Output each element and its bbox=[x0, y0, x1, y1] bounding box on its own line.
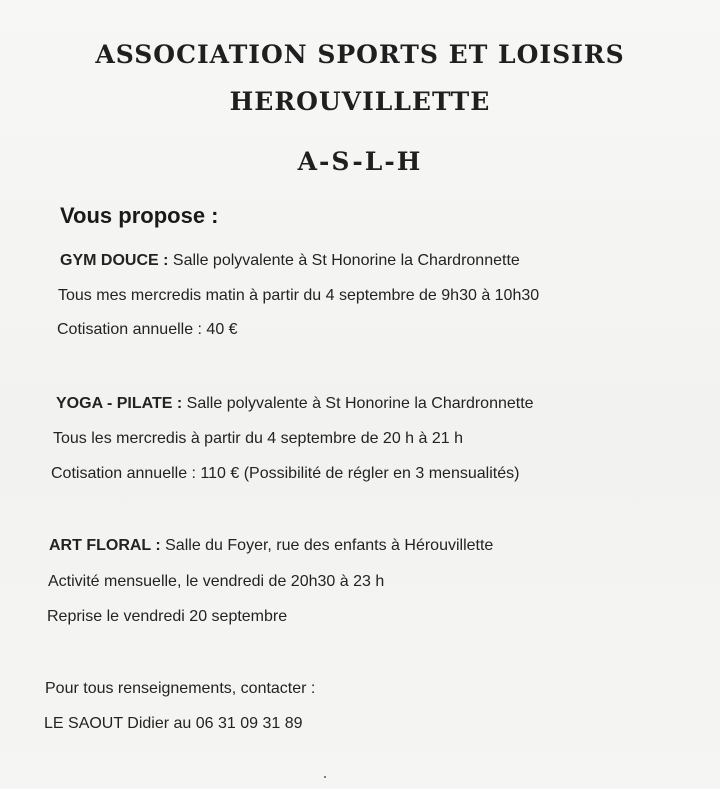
activity-yoga-schedule: Tous les mercredis à partir du 4 septembre de 20 h à 21 h bbox=[53, 430, 463, 447]
paper-speck bbox=[324, 776, 326, 778]
activity-floral-schedule: Activité mensuelle, le vendredi de 20h30 à 23 h bbox=[48, 573, 385, 590]
activity-yoga-fee: Cotisation annuelle : 110 € (Possibilité de régler en 3 mensualités) bbox=[51, 465, 520, 482]
activity-yoga-place: Salle polyvalente à St Honorine la Chardronnette bbox=[182, 395, 534, 412]
activity-gym-place: Salle polyvalente à St Honorine la Chardronnette bbox=[168, 252, 520, 269]
contact-label: Pour tous renseignements, contacter : bbox=[45, 680, 316, 697]
activity-floral-place-line bbox=[49, 537, 493, 555]
contact-person: LE SAOUT Didier au 06 31 09 31 89 bbox=[44, 715, 303, 732]
acronym-title: A-S-L-H bbox=[297, 147, 423, 176]
activity-gym-place-line bbox=[60, 252, 520, 270]
activity-yoga-place-line bbox=[56, 395, 534, 413]
activity-gym-fee: Cotisation annuelle : 40 € bbox=[57, 321, 238, 338]
activity-floral-place: Salle du Foyer, rue des enfants à Hérouvillette bbox=[160, 537, 494, 554]
activity-yoga-name: YOGA - PILATE : bbox=[56, 395, 183, 412]
activity-floral-resume: Reprise le vendredi 20 septembre bbox=[47, 608, 288, 625]
association-title: ASSOCIATION SPORTS ET LOISIRS bbox=[95, 40, 625, 69]
activity-gym-name: GYM DOUCE : bbox=[60, 252, 169, 269]
activity-floral-name: ART FLORAL : bbox=[49, 537, 161, 554]
town-title: HEROUVILLETTE bbox=[229, 87, 491, 116]
intro-heading: Vous propose : bbox=[60, 203, 219, 228]
activity-gym-schedule: Tous mes mercredis matin à partir du 4 septembre de 9h30 à 10h30 bbox=[58, 287, 540, 304]
